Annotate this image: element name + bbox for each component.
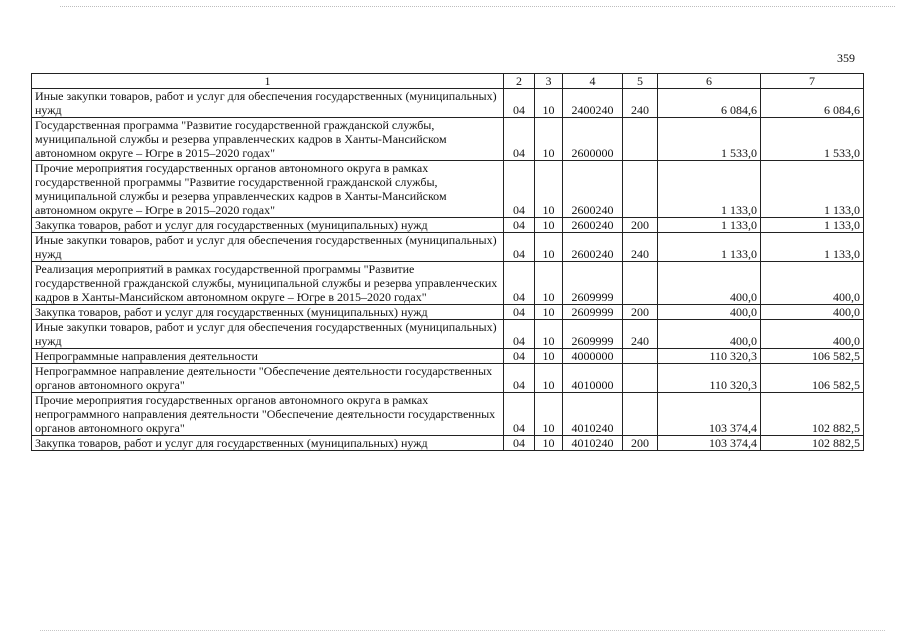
row-description: Закупка товаров, работ и услуг для государственных (муниципальных) нужд [32,218,504,233]
row-amount-1: 103 374,4 [658,393,761,436]
row-target-code: 2609999 [563,320,623,349]
row-target-code: 4000000 [563,349,623,364]
row-target-code: 4010240 [563,393,623,436]
row-subsection: 10 [535,161,563,218]
row-amount-1: 6 084,6 [658,89,761,118]
row-amount-2: 106 582,5 [761,349,864,364]
row-description: Прочие мероприятия государственных органов автономного округа в рамках непрограммного направления деятельности "Обеспечение деятельности государственных органов автономного округа" [32,393,504,436]
row-expense-type [623,118,658,161]
row-amount-1: 110 320,3 [658,349,761,364]
row-amount-2: 1 133,0 [761,161,864,218]
row-subsection: 10 [535,118,563,161]
row-amount-1: 110 320,3 [658,364,761,393]
row-subsection: 10 [535,436,563,451]
row-subsection: 10 [535,262,563,305]
row-description: Государственная программа "Развитие государственной гражданской службы, муниципальной службы и резерва управленческих кадров в Ханты-Мансийском автономном округе – Югре в 2015–2020 годах" [32,118,504,161]
scan-artifact-top [60,6,895,7]
row-subsection: 10 [535,305,563,320]
row-expense-type [623,262,658,305]
row-amount-2: 400,0 [761,320,864,349]
row-target-code: 4010000 [563,364,623,393]
row-description: Закупка товаров, работ и услуг для государственных (муниципальных) нужд [32,436,504,451]
header-cell-1: 1 [32,74,504,89]
table-row [32,262,864,305]
row-subsection: 10 [535,393,563,436]
row-amount-2: 400,0 [761,305,864,320]
budget-table [31,73,864,451]
table-row [32,364,864,393]
row-description: Реализация мероприятий в рамках государственной программы "Развитие государственной гражданской службы, муниципальной службы и резерва управленческих кадров в Ханты-Мансийском автономном округе – Югре в 2015–2020 годах" [32,262,504,305]
row-target-code: 2600240 [563,233,623,262]
table-row [32,89,864,118]
row-expense-type [623,364,658,393]
row-amount-2: 102 882,5 [761,436,864,451]
row-section: 04 [504,233,535,262]
row-expense-type: 200 [623,436,658,451]
row-target-code: 2600000 [563,118,623,161]
row-amount-2: 106 582,5 [761,364,864,393]
row-expense-type [623,349,658,364]
row-amount-2: 400,0 [761,262,864,305]
table-row [32,349,864,364]
row-section: 04 [504,320,535,349]
scan-artifact-bottom [40,630,885,631]
row-section: 04 [504,89,535,118]
row-amount-1: 103 374,4 [658,436,761,451]
row-section: 04 [504,393,535,436]
row-amount-2: 6 084,6 [761,89,864,118]
row-section: 04 [504,364,535,393]
row-amount-2: 1 133,0 [761,233,864,262]
row-amount-1: 1 533,0 [658,118,761,161]
row-description: Прочие мероприятия государственных органов автономного округа в рамках государственной программы "Развитие государственной гражданской службы, муниципальной службы и резерва управленческих кадров в Ханты-Мансийском автономном округе – Югре в 2015–2020 годах" [32,161,504,218]
header-cell-2: 2 [504,74,535,89]
row-amount-2: 1 533,0 [761,118,864,161]
row-target-code: 2400240 [563,89,623,118]
row-subsection: 10 [535,320,563,349]
header-cell-3: 3 [535,74,563,89]
row-expense-type: 200 [623,305,658,320]
row-description: Непрограммное направление деятельности "Обеспечение деятельности государственных органов автономного округа" [32,364,504,393]
row-section: 04 [504,218,535,233]
table-row [32,118,864,161]
row-amount-1: 1 133,0 [658,161,761,218]
table-row [32,233,864,262]
row-amount-2: 1 133,0 [761,218,864,233]
header-cell-7: 7 [761,74,864,89]
row-target-code: 2600240 [563,218,623,233]
table-row [32,436,864,451]
row-expense-type [623,393,658,436]
row-expense-type: 200 [623,218,658,233]
row-target-code: 4010240 [563,436,623,451]
row-description: Закупка товаров, работ и услуг для государственных (муниципальных) нужд [32,305,504,320]
header-row [32,74,864,89]
row-section: 04 [504,161,535,218]
row-subsection: 10 [535,364,563,393]
row-description: Иные закупки товаров, работ и услуг для обеспечения государственных (муниципальных) нужд [32,89,504,118]
row-expense-type: 240 [623,320,658,349]
row-expense-type: 240 [623,233,658,262]
row-subsection: 10 [535,349,563,364]
header-cell-6: 6 [658,74,761,89]
row-section: 04 [504,118,535,161]
row-section: 04 [504,262,535,305]
row-section: 04 [504,436,535,451]
row-subsection: 10 [535,233,563,262]
row-target-code: 2609999 [563,305,623,320]
row-section: 04 [504,349,535,364]
table-row [32,393,864,436]
row-expense-type: 240 [623,89,658,118]
row-amount-1: 400,0 [658,320,761,349]
header-cell-5: 5 [623,74,658,89]
row-description: Иные закупки товаров, работ и услуг для обеспечения государственных (муниципальных) нужд [32,320,504,349]
row-subsection: 10 [535,89,563,118]
row-target-code: 2609999 [563,262,623,305]
row-section: 04 [504,305,535,320]
table-row [32,305,864,320]
row-target-code: 2600240 [563,161,623,218]
table-row [32,161,864,218]
table-row [32,320,864,349]
row-amount-1: 400,0 [658,305,761,320]
row-amount-2: 102 882,5 [761,393,864,436]
row-subsection: 10 [535,218,563,233]
row-expense-type [623,161,658,218]
row-amount-1: 1 133,0 [658,233,761,262]
header-cell-4: 4 [563,74,623,89]
row-description: Непрограммные направления деятельности [32,349,504,364]
row-amount-1: 1 133,0 [658,218,761,233]
table-row [32,218,864,233]
page-number: 359 [837,51,855,65]
row-description: Иные закупки товаров, работ и услуг для обеспечения государственных (муниципальных) нужд [32,233,504,262]
row-amount-1: 400,0 [658,262,761,305]
